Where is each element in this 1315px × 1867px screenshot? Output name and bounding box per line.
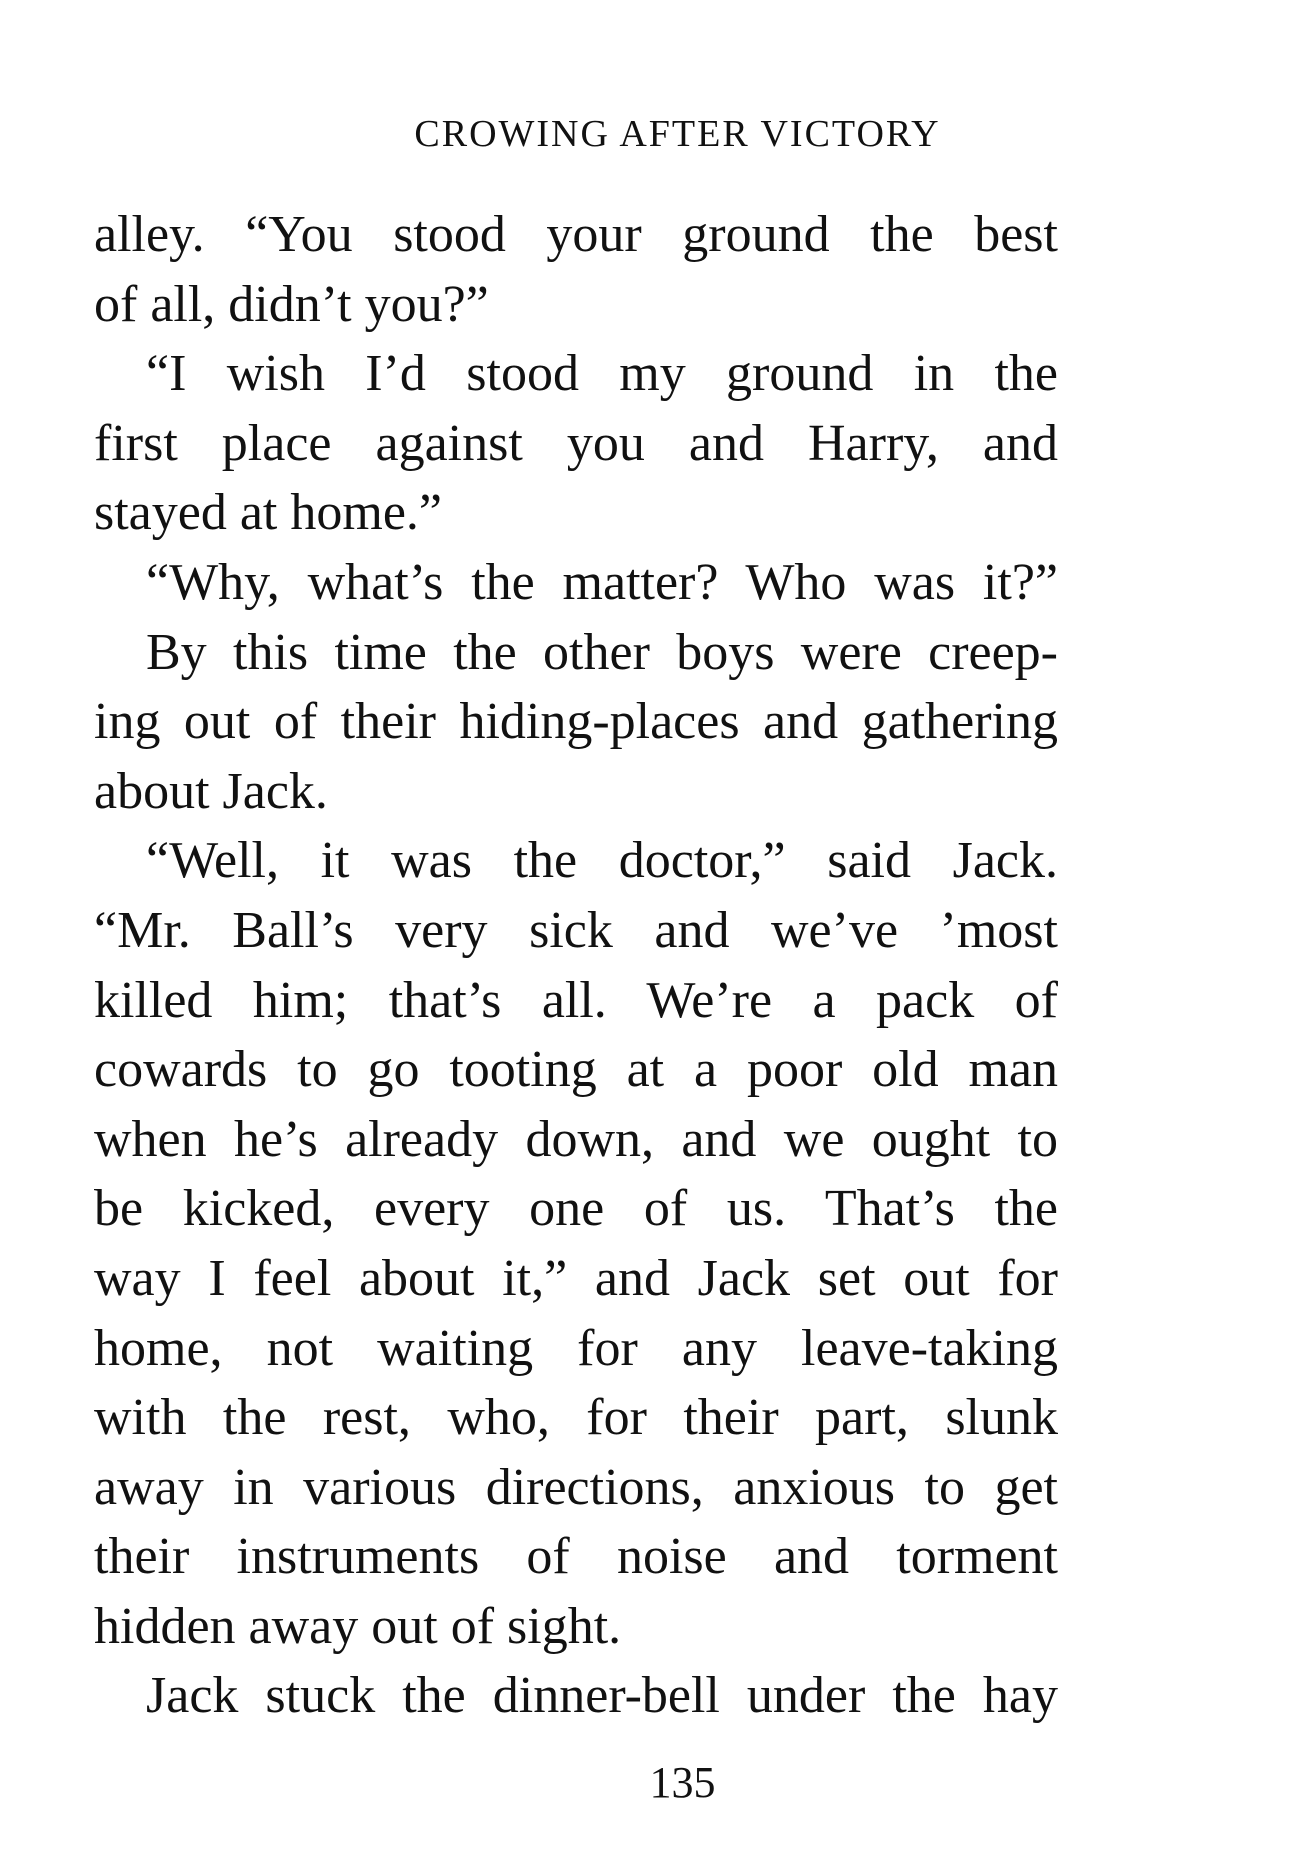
text-line: their instruments of noise and torment bbox=[94, 1528, 1058, 1586]
text-line: “I wish I’d stood my ground in the bbox=[146, 345, 1058, 403]
text-line: Jack stuck the dinner-bell under the hay bbox=[146, 1667, 1058, 1725]
text-line: be kicked, every one of us. That’s the bbox=[94, 1180, 1058, 1238]
text-line: “Why, what’s the matter? Who was it?” bbox=[146, 553, 1058, 611]
text-line: By this time the other boys were creep- bbox=[146, 623, 1058, 681]
text-line: alley. “You stood your ground the best bbox=[94, 206, 1058, 263]
text-line: away in various directions, anxious to get bbox=[94, 1458, 1058, 1516]
text-line: about Jack. bbox=[94, 762, 328, 820]
text-line: when he’s already down, and we ought to bbox=[94, 1110, 1058, 1168]
page-number: 135 bbox=[649, 1758, 716, 1807]
text-line: way I feel about it,” and Jack set out for bbox=[94, 1249, 1058, 1307]
body-text bbox=[94, 200, 1058, 1731]
text-line: home, not waiting for any leave-taking bbox=[94, 1319, 1058, 1377]
text-line: first place against you and Harry, and bbox=[94, 414, 1058, 472]
text-line: “Mr. Ball’s very sick and we’ve ’most bbox=[94, 901, 1058, 959]
text-line: stayed at home.” bbox=[94, 484, 442, 542]
text-line: cowards to go tooting at a poor old man bbox=[94, 1041, 1058, 1099]
running-head: CROWING AFTER VICTORY bbox=[414, 113, 941, 155]
text-line: ing out of their hiding-places and gathering bbox=[94, 693, 1058, 751]
text-line: with the rest, who, for their part, slunk bbox=[94, 1389, 1058, 1447]
text-line: hidden away out of sight. bbox=[94, 1597, 622, 1655]
text-line: killed him; that’s all. We’re a pack of bbox=[94, 971, 1058, 1029]
text-line: “Well, it was the doctor,” said Jack. bbox=[146, 832, 1058, 890]
text-line: of all, didn’t you?” bbox=[94, 275, 489, 333]
